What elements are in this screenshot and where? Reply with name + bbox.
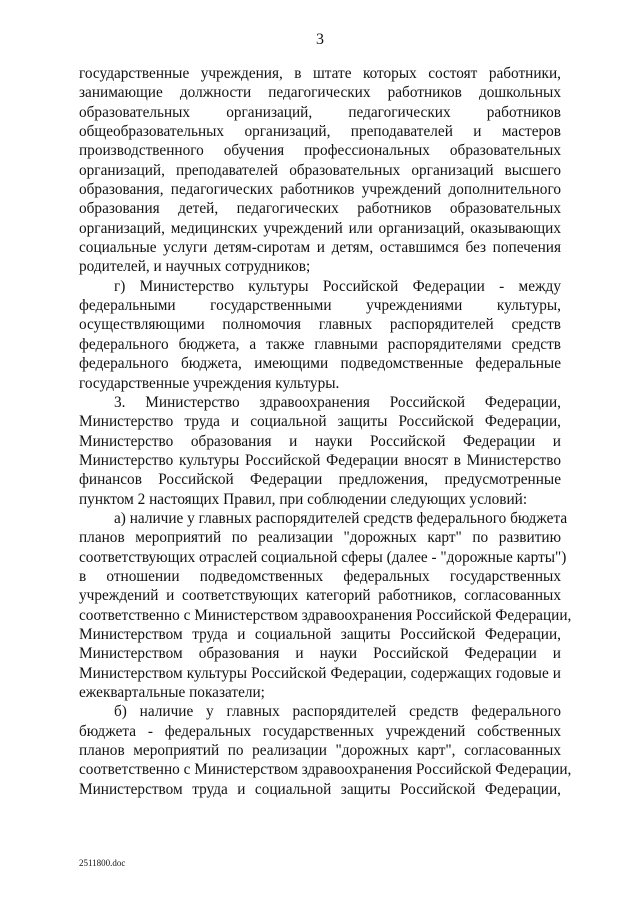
text-line: производственного обучения профессиональных образовательных — [79, 142, 561, 160]
text-line: социальные услуги детям-сиротам и детям, оставшимся без попечения — [79, 239, 561, 257]
text-line: бюджета - федеральных государственных учреждений собственных — [79, 722, 561, 740]
text-line: ежеквартальные показатели; — [79, 684, 265, 701]
text-line: г) Министерство культуры Российской Федерации - между — [114, 277, 561, 295]
text-line: планов мероприятий по реализации "дорожных карт" по развитию — [79, 529, 561, 547]
text-line: осуществляющими полномочия главных распорядителей средств — [79, 316, 561, 334]
text-line: образовательных организаций, педагогических работников — [79, 103, 561, 121]
text-line: соответственно с Министерством здравоохранения Российской Федерации, — [79, 606, 572, 624]
paragraph — [79, 509, 572, 702]
text-line: Министерством культуры Российской Федерации, содержащих годовые и — [79, 664, 561, 682]
text-line: Министерство образования и науки Российской Федерации и — [79, 432, 561, 450]
text-line: государственные учреждения культуры. — [79, 374, 340, 392]
text-line: организаций, преподавателей образовательных организаций высшего — [79, 161, 561, 179]
text-line: Министерство труда и социальной защиты Российской Федерации, — [79, 413, 561, 431]
text-line: федерального бюджета, имеющими подведомственные федеральные — [79, 355, 561, 373]
text-line: родителей, и научных сотрудников; — [79, 258, 311, 276]
text-line: соответствующих отраслей социальной сферы (далее - "дорожные карты") — [79, 548, 567, 566]
text-line: соответственно с Министерством здравоохранения Российской Федерации, — [79, 761, 572, 779]
text-line: в отношении подведомственных федеральных государственных — [79, 567, 561, 585]
text-line: общеобразовательных организаций, преподавателей и мастеров — [79, 123, 561, 141]
text-line: организаций, медицинских учреждений или организаций, оказывающих — [79, 219, 561, 237]
text-line: занимающие должности педагогических работников дошкольных — [79, 84, 561, 102]
text-line: учреждений и соответствующих категорий работников, согласованных — [79, 587, 561, 605]
paragraph — [79, 702, 572, 799]
text-line: пунктом 2 настоящих Правил, при соблюдении следующих условий: — [79, 490, 528, 508]
text-line: Министерством труда и социальной защиты Российской Федерации, — [79, 780, 561, 798]
text-line: федерального бюджета, а также главными распорядителями средств — [79, 335, 561, 353]
paragraph — [79, 393, 561, 509]
text-line: образования детей, педагогических работников образовательных — [79, 200, 561, 218]
text-line: а) наличие у главных распорядителей средств федерального бюджета — [114, 509, 568, 527]
text-line: 3. Министерство здравоохранения Российской Федерации, — [114, 393, 561, 411]
text-line: Министерство культуры Российской Федерации вносят в Министерство — [79, 451, 561, 469]
text-line: образования, педагогических работников учреждений дополнительного — [79, 181, 561, 199]
document-body — [79, 64, 572, 799]
footer-filename: 2511800.doc — [79, 858, 126, 868]
paragraph — [79, 64, 561, 277]
text-line: б) наличие у главных распорядителей средств федерального — [114, 703, 561, 721]
page-number: 3 — [316, 31, 324, 48]
text-line: государственные учреждения, в штате которых состоят работники, — [79, 65, 561, 82]
text-line: федеральными государственными учреждениями культуры, — [79, 297, 561, 315]
text-line: планов мероприятий по реализации "дорожных карт", согласованных — [79, 742, 561, 760]
paragraph — [79, 277, 561, 393]
text-line: финансов Российской Федерации предложения, предусмотренные — [79, 471, 561, 489]
text-line: Министерством труда и социальной защиты Российской Федерации, — [79, 625, 561, 643]
text-line: Министерством образования и науки Российской Федерации и — [79, 645, 561, 663]
